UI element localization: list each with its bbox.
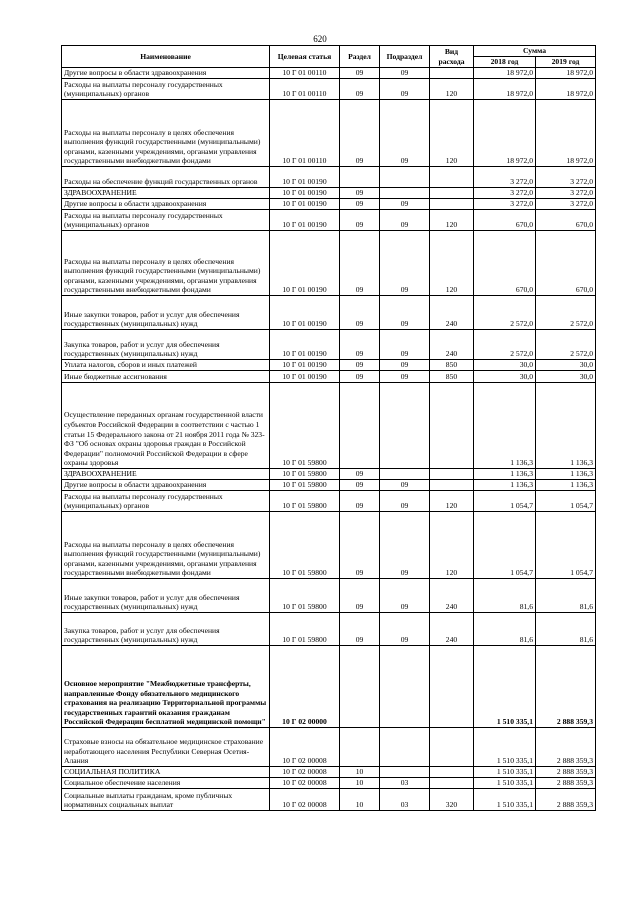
- cell-sum-2018: 1 510 335,1: [474, 767, 536, 778]
- table-row: [62, 79, 596, 100]
- cell-target-article: 10 Г 01 00190: [270, 296, 340, 330]
- cell-name: Закупка товаров, работ и услуг для обеспечения государственных (муниципальных) нужд: [62, 613, 270, 646]
- cell-sum-2018: 1 136,3: [474, 383, 536, 469]
- cell-expense-type: 120: [430, 100, 474, 167]
- table-row: [62, 480, 596, 491]
- cell-name: Другие вопросы в области здравоохранения: [62, 68, 270, 79]
- cell-sum-2018: 670,0: [474, 210, 536, 231]
- cell-name: Расходы на выплаты персоналу в целях обеспечения выполнения функций государственными (муниципальными) органами, казенными учреждениями, органами управления государственными внебюджетными фондами: [62, 231, 270, 296]
- cell-sum-2019: 81,6: [536, 579, 596, 613]
- cell-subsection: [380, 646, 430, 728]
- cell-subsection: 09: [380, 199, 430, 210]
- cell-target-article: 10 Г 01 59800: [270, 491, 340, 512]
- cell-target-article: 10 Г 01 59800: [270, 512, 340, 579]
- cell-sum-2019: 3 272,0: [536, 167, 596, 188]
- cell-sum-2018: 18 972,0: [474, 100, 536, 167]
- cell-sum-2018: 1 054,7: [474, 512, 536, 579]
- cell-subsection: 09: [380, 480, 430, 491]
- header-year-2018: 2018 год: [474, 57, 536, 68]
- cell-section: 09: [340, 199, 380, 210]
- cell-target-article: 10 Г 01 00110: [270, 100, 340, 167]
- table-row: [62, 512, 596, 579]
- cell-subsection: [380, 167, 430, 188]
- cell-target-article: 10 Г 01 00110: [270, 68, 340, 79]
- cell-sum-2019: 1 136,3: [536, 469, 596, 480]
- cell-sum-2018: 30,0: [474, 371, 536, 383]
- cell-name: Закупка товаров, работ и услуг для обеспечения государственных (муниципальных) нужд: [62, 330, 270, 360]
- cell-sum-2019: 3 272,0: [536, 188, 596, 199]
- cell-sum-2019: 2 572,0: [536, 296, 596, 330]
- table-row: [62, 646, 596, 728]
- table-row: [62, 199, 596, 210]
- cell-subsection: [380, 188, 430, 199]
- cell-sum-2018: 1 510 335,1: [474, 646, 536, 728]
- cell-section: 09: [340, 68, 380, 79]
- cell-expense-type: [430, 188, 474, 199]
- cell-sum-2019: 2 888 359,3: [536, 646, 596, 728]
- cell-target-article: 10 Г 01 00190: [270, 199, 340, 210]
- cell-target-article: 10 Г 01 00190: [270, 360, 340, 371]
- cell-section: 09: [340, 579, 380, 613]
- cell-sum-2019: 1 136,3: [536, 383, 596, 469]
- cell-section: 09: [340, 512, 380, 579]
- cell-section: 09: [340, 188, 380, 199]
- cell-section: 10: [340, 767, 380, 778]
- cell-section: [340, 728, 380, 767]
- cell-sum-2019: 18 972,0: [536, 79, 596, 100]
- cell-sum-2019: 670,0: [536, 210, 596, 231]
- cell-expense-type: 240: [430, 296, 474, 330]
- cell-expense-type: 240: [430, 330, 474, 360]
- budget-table: [61, 45, 596, 811]
- table-row: [62, 68, 596, 79]
- cell-sum-2018: 3 272,0: [474, 167, 536, 188]
- cell-sum-2018: 3 272,0: [474, 199, 536, 210]
- cell-target-article: 10 Г 01 59800: [270, 480, 340, 491]
- table-row: [62, 296, 596, 330]
- cell-section: 09: [340, 371, 380, 383]
- cell-sum-2018: 1 136,3: [474, 480, 536, 491]
- header-target-article: Целевая статья: [270, 46, 340, 68]
- cell-subsection: 09: [380, 330, 430, 360]
- cell-section: [340, 167, 380, 188]
- cell-sum-2018: 18 972,0: [474, 68, 536, 79]
- cell-expense-type: 850: [430, 360, 474, 371]
- cell-target-article: 10 Г 02 00008: [270, 778, 340, 789]
- cell-name: СОЦИАЛЬНАЯ ПОЛИТИКА: [62, 767, 270, 778]
- table-row: [62, 210, 596, 231]
- cell-target-article: 10 Г 01 00110: [270, 79, 340, 100]
- cell-sum-2019: 2 888 359,3: [536, 767, 596, 778]
- cell-sum-2018: 3 272,0: [474, 188, 536, 199]
- cell-sum-2019: 670,0: [536, 231, 596, 296]
- cell-sum-2019: 1 054,7: [536, 491, 596, 512]
- cell-name: Уплата налогов, сборов и иных платежей: [62, 360, 270, 371]
- table-row: [62, 579, 596, 613]
- cell-sum-2018: 1 510 335,1: [474, 728, 536, 767]
- cell-target-article: 10 Г 02 00000: [270, 646, 340, 728]
- cell-sum-2018: 81,6: [474, 579, 536, 613]
- table-row: [62, 167, 596, 188]
- cell-sum-2019: 2 572,0: [536, 330, 596, 360]
- header-expense-type: Вид расхода: [430, 46, 474, 68]
- cell-name: Расходы на выплаты персоналу в целях обеспечения выполнения функций государственными (муниципальными) органами, казенными учреждениями, органами управления государственными внебюджетными фондами: [62, 512, 270, 579]
- cell-section: [340, 646, 380, 728]
- cell-subsection: 09: [380, 296, 430, 330]
- cell-section: 09: [340, 330, 380, 360]
- cell-target-article: 10 Г 01 59800: [270, 613, 340, 646]
- cell-name: Социальное обеспечение населения: [62, 778, 270, 789]
- cell-section: 09: [340, 491, 380, 512]
- cell-name: Основное мероприятие "Межбюджетные трансферты, направленные Фонду обязательного медицинского страхования на реализацию Территориальной программы государственных гарантий оказания гражданам Российской Федерации бесплатной медицинской помощи": [62, 646, 270, 728]
- cell-name: Иные закупки товаров, работ и услуг для обеспечения государственных (муниципальных) нужд: [62, 579, 270, 613]
- cell-sum-2019: 2 888 359,3: [536, 789, 596, 811]
- cell-name: Расходы на выплаты персоналу государственных (муниципальных) органов: [62, 79, 270, 100]
- cell-subsection: 09: [380, 79, 430, 100]
- cell-section: 09: [340, 613, 380, 646]
- cell-sum-2018: 30,0: [474, 360, 536, 371]
- table-row: [62, 491, 596, 512]
- table-row: [62, 330, 596, 360]
- table-row: [62, 789, 596, 811]
- cell-expense-type: [430, 199, 474, 210]
- cell-expense-type: [430, 68, 474, 79]
- cell-sum-2018: 1 510 335,1: [474, 789, 536, 811]
- table-row: [62, 767, 596, 778]
- cell-expense-type: 120: [430, 512, 474, 579]
- cell-sum-2018: 670,0: [474, 231, 536, 296]
- page-number: 620: [313, 34, 327, 44]
- cell-expense-type: 850: [430, 371, 474, 383]
- cell-subsection: 09: [380, 360, 430, 371]
- cell-name: ЗДРАВООХРАНЕНИЕ: [62, 469, 270, 480]
- cell-expense-type: 120: [430, 231, 474, 296]
- header-year-2019: 2019 год: [536, 57, 596, 68]
- cell-subsection: 09: [380, 613, 430, 646]
- cell-expense-type: [430, 167, 474, 188]
- cell-section: 09: [340, 100, 380, 167]
- cell-name: Другие вопросы в области здравоохранения: [62, 480, 270, 491]
- header-sum: Сумма: [474, 46, 596, 57]
- header-section: Раздел: [340, 46, 380, 68]
- table-row: [62, 360, 596, 371]
- cell-expense-type: [430, 778, 474, 789]
- cell-name: Расходы на выплаты персоналу государственных (муниципальных) органов: [62, 210, 270, 231]
- cell-expense-type: 120: [430, 210, 474, 231]
- cell-sum-2018: 18 972,0: [474, 79, 536, 100]
- cell-section: 09: [340, 210, 380, 231]
- cell-target-article: 10 Г 01 59800: [270, 469, 340, 480]
- cell-name: Расходы на обеспечение функций государственных органов: [62, 167, 270, 188]
- cell-sum-2019: 1 136,3: [536, 480, 596, 491]
- cell-subsection: [380, 767, 430, 778]
- cell-sum-2018: 2 572,0: [474, 296, 536, 330]
- cell-section: 09: [340, 360, 380, 371]
- cell-name: Расходы на выплаты персоналу государственных (муниципальных) органов: [62, 491, 270, 512]
- header-subsection: Подраздел: [380, 46, 430, 68]
- cell-expense-type: 240: [430, 579, 474, 613]
- cell-subsection: 09: [380, 579, 430, 613]
- cell-section: 09: [340, 469, 380, 480]
- cell-subsection: 09: [380, 68, 430, 79]
- cell-sum-2019: 18 972,0: [536, 100, 596, 167]
- cell-section: 09: [340, 480, 380, 491]
- cell-name: Страховые взносы на обязательное медицинское страхование неработающего населения Республики Северная Осетия-Алания: [62, 728, 270, 767]
- cell-expense-type: [430, 646, 474, 728]
- cell-sum-2019: 3 272,0: [536, 199, 596, 210]
- cell-target-article: 10 Г 01 00190: [270, 371, 340, 383]
- table-row: [62, 778, 596, 789]
- cell-subsection: 09: [380, 371, 430, 383]
- table-row: [62, 469, 596, 480]
- cell-expense-type: [430, 480, 474, 491]
- cell-target-article: 10 Г 01 00190: [270, 188, 340, 199]
- cell-sum-2018: 81,6: [474, 613, 536, 646]
- cell-sum-2018: 1 136,3: [474, 469, 536, 480]
- cell-subsection: 09: [380, 210, 430, 231]
- cell-section: 09: [340, 296, 380, 330]
- cell-subsection: 09: [380, 491, 430, 512]
- cell-sum-2018: 1 054,7: [474, 491, 536, 512]
- table-row: [62, 613, 596, 646]
- cell-expense-type: 320: [430, 789, 474, 811]
- cell-name: Иные закупки товаров, работ и услуг для обеспечения государственных (муниципальных) нужд: [62, 296, 270, 330]
- cell-subsection: [380, 383, 430, 469]
- table-row: [62, 728, 596, 767]
- cell-name: Иные бюджетные ассигнования: [62, 371, 270, 383]
- cell-expense-type: [430, 469, 474, 480]
- cell-subsection: 09: [380, 100, 430, 167]
- table-row: [62, 371, 596, 383]
- table-row: [62, 188, 596, 199]
- cell-target-article: 10 Г 01 00190: [270, 330, 340, 360]
- table-body: [62, 68, 596, 811]
- cell-expense-type: [430, 728, 474, 767]
- cell-subsection: 03: [380, 778, 430, 789]
- cell-expense-type: 240: [430, 613, 474, 646]
- cell-name: Другие вопросы в области здравоохранения: [62, 199, 270, 210]
- cell-sum-2019: 2 888 359,3: [536, 728, 596, 767]
- cell-sum-2018: 1 510 335,1: [474, 778, 536, 789]
- header-name: Наименование: [62, 46, 270, 68]
- cell-sum-2018: 2 572,0: [474, 330, 536, 360]
- cell-target-article: 10 Г 01 00190: [270, 231, 340, 296]
- table-row: [62, 383, 596, 469]
- cell-sum-2019: 1 054,7: [536, 512, 596, 579]
- cell-section: 09: [340, 231, 380, 296]
- table-row: [62, 231, 596, 296]
- cell-section: [340, 383, 380, 469]
- cell-sum-2019: 30,0: [536, 371, 596, 383]
- cell-sum-2019: 2 888 359,3: [536, 778, 596, 789]
- cell-sum-2019: 18 972,0: [536, 68, 596, 79]
- cell-target-article: 10 Г 01 59800: [270, 383, 340, 469]
- cell-section: 10: [340, 778, 380, 789]
- cell-section: 10: [340, 789, 380, 811]
- cell-subsection: [380, 469, 430, 480]
- cell-subsection: 09: [380, 231, 430, 296]
- cell-expense-type: 120: [430, 79, 474, 100]
- cell-name: Осуществление переданных органам государственной власти субъектов Российской Федерации в соответствии с частью 1 статьи 15 Федерального закона от 21 ноября 2011 года № 323-ФЗ "Об основах охраны здоровья граждан в Российской Федерации" полномочий Российской Федерации в сфере охраны здоровья: [62, 383, 270, 469]
- cell-target-article: 10 Г 02 00008: [270, 728, 340, 767]
- cell-target-article: 10 Г 01 59800: [270, 579, 340, 613]
- cell-target-article: 10 Г 01 00190: [270, 167, 340, 188]
- cell-sum-2019: 81,6: [536, 613, 596, 646]
- cell-subsection: 09: [380, 512, 430, 579]
- cell-expense-type: [430, 767, 474, 778]
- cell-sum-2019: 30,0: [536, 360, 596, 371]
- cell-target-article: 10 Г 01 00190: [270, 210, 340, 231]
- cell-name: Расходы на выплаты персоналу в целях обеспечения выполнения функций государственными (муниципальными) органами, казенными учреждениями, органами управления государственными внебюджетными фондами: [62, 100, 270, 167]
- cell-section: 09: [340, 79, 380, 100]
- cell-name: Социальные выплаты гражданам, кроме публичных нормативных социальных выплат: [62, 789, 270, 811]
- cell-expense-type: [430, 383, 474, 469]
- cell-expense-type: 120: [430, 491, 474, 512]
- cell-name: ЗДРАВООХРАНЕНИЕ: [62, 188, 270, 199]
- cell-subsection: 03: [380, 789, 430, 811]
- cell-target-article: 10 Г 02 00008: [270, 789, 340, 811]
- table-row: [62, 100, 596, 167]
- cell-subsection: [380, 728, 430, 767]
- cell-target-article: 10 Г 02 00008: [270, 767, 340, 778]
